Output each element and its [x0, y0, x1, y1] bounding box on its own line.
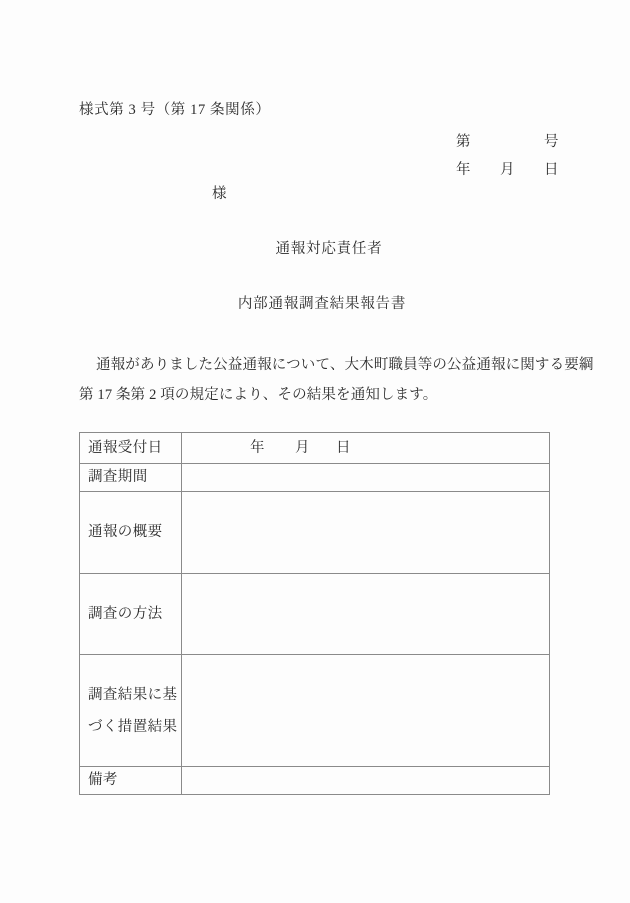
issue-date-year: 年	[456, 162, 471, 178]
issue-date-day: 日	[544, 162, 559, 178]
issuer-title: 通報対応責任者	[275, 241, 383, 257]
row-label-measures-result-line1: 調査結果に基	[88, 686, 178, 703]
table-row	[80, 767, 550, 795]
row-value-measures-result[interactable]	[182, 655, 550, 767]
table-row	[80, 574, 550, 655]
row-value-investigation-method[interactable]	[182, 574, 550, 655]
report-table	[79, 432, 550, 795]
date-slot-group	[182, 435, 549, 462]
table-row	[80, 492, 550, 574]
table-row	[80, 655, 550, 767]
issue-date-month: 月	[500, 162, 515, 178]
document-number-prefix: 第	[456, 134, 471, 150]
date-day-label: 日	[336, 439, 351, 456]
row-label-investigation-method: 調査の方法	[80, 574, 182, 655]
row-value-report-summary[interactable]	[182, 492, 550, 574]
row-value-remarks[interactable]	[182, 767, 550, 795]
page-title: 内部通報調査結果報告書	[237, 296, 407, 312]
body-paragraph	[79, 350, 594, 410]
table-row	[80, 433, 550, 464]
row-label-investigation-period: 調査期間	[80, 464, 182, 492]
table-row	[80, 464, 550, 492]
date-year-label: 年	[250, 439, 265, 456]
row-label-report-received-date: 通報受付日	[80, 433, 182, 464]
row-label-remarks: 備考	[80, 767, 182, 795]
document-number-suffix: 号	[544, 134, 559, 150]
row-value-investigation-period[interactable]	[182, 464, 550, 492]
body-line-1: 通報がありました公益通報について、大木町職員等の公益通報に関する要綱	[96, 357, 594, 373]
addressee-honorific: 様	[212, 186, 227, 202]
form-number: 様式第 3 号（第 17 条関係）	[79, 102, 271, 118]
row-value-report-received-date[interactable]	[182, 433, 550, 464]
row-label-measures-result	[80, 655, 182, 767]
date-month-label: 月	[295, 439, 310, 456]
body-line-2: 第 17 条第 2 項の規定により、その結果を通知します。	[79, 387, 438, 403]
row-label-measures-result-line2: づく措置結果	[88, 718, 178, 735]
row-label-report-summary: 通報の概要	[80, 492, 182, 574]
